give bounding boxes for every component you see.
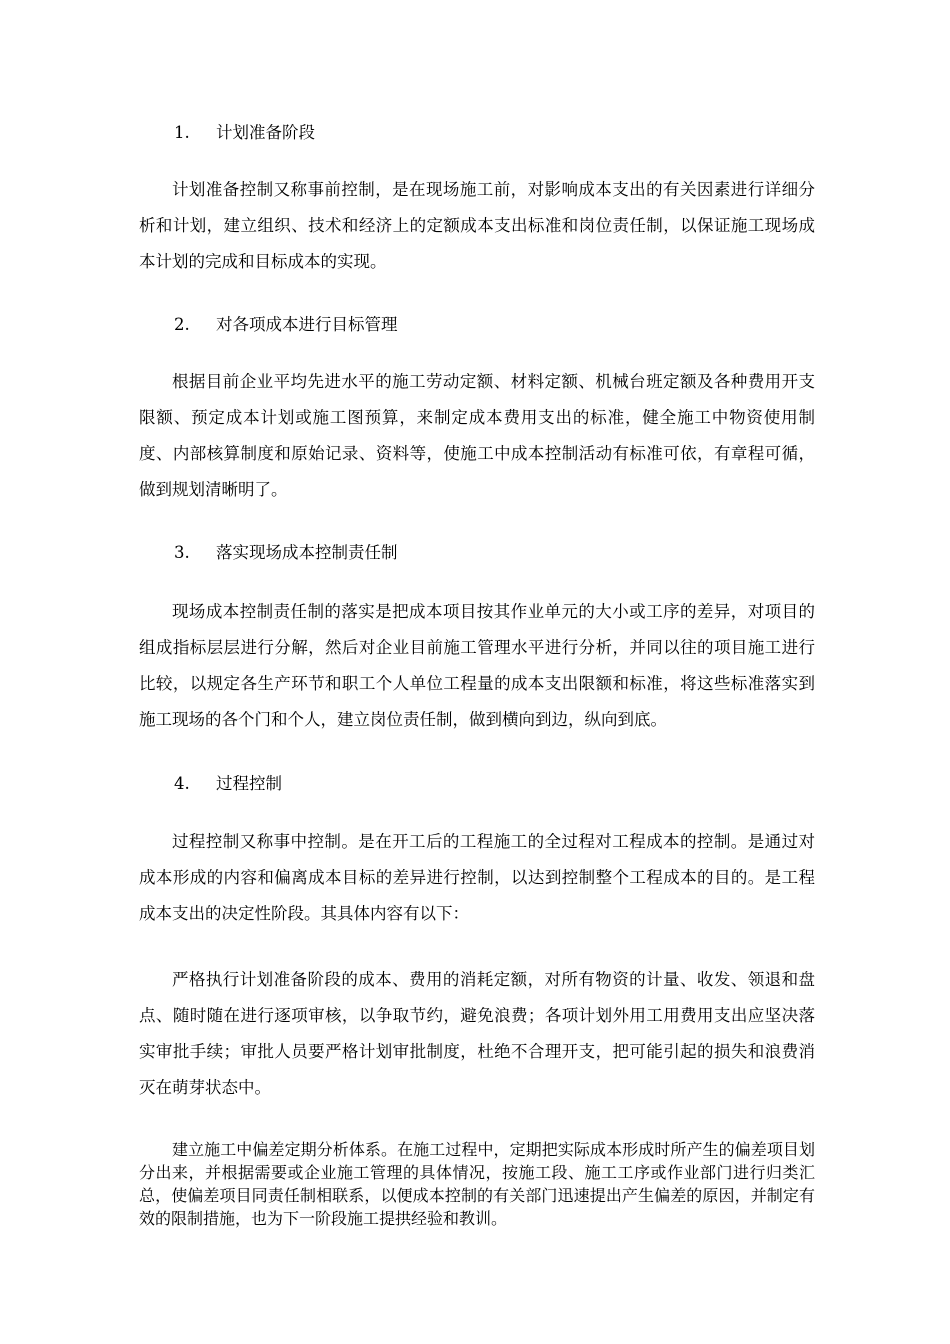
paragraph: 严格执行计划准备阶段的成本、费用的消耗定额，对所有物资的计量、收发、领退和盘点、随时随在进行逐项审核，以争取节约，避免浪费；各项计划外用工用费用支出应坚决落实审批手续；审批人员要严格计划审批制度，杜绝不合理开支，把可能引起的损失和浪费消灭在萌芽状态中。 <box>139 970 815 1097</box>
section-heading-1 <box>139 121 815 145</box>
paragraph: 建立施工中偏差定期分析体系。在施工过程中，定期把实际成本形成时所产生的偏差项目划分出来，并根据需要或企业施工管理的具体情况，按施工段、施工工序或作业部门进行归类汇总，使偏差项目同责任制相联系，以便成本控制的有关部门迅速提出产生偏差的原因，并制定有效的限制措施，也为下一阶段施工提拱经验和教训。 <box>139 1140 815 1228</box>
paragraph: 根据目前企业平均先进水平的施工劳动定额、材料定额、机械台班定额及各种费用开支限额、预定成本计划或施工图预算，来制定成本费用支出的标准，健全施工中物资使用制度、内部核算制度和原始记录、资料等，使施工中成本控制活动有标准可依，有章程可循，做到规划清晰明了。 <box>139 372 815 499</box>
section-title: 对各项成本进行目标管理 <box>216 315 398 334</box>
section-number: 3. <box>174 543 190 562</box>
section-heading-4 <box>139 772 815 796</box>
section-heading-2 <box>139 313 815 337</box>
section-number: 1. <box>174 123 190 142</box>
paragraph: 计划准备控制又称事前控制，是在现场施工前，对影响成本支出的有关因素进行详细分析和计划，建立组织、技术和经济上的定额成本支出标准和岗位责任制，以保证施工现场成本计划的完成和目标成本的实现。 <box>139 180 815 271</box>
section-title: 过程控制 <box>216 774 282 793</box>
section-heading-3 <box>139 541 815 565</box>
paragraph: 过程控制又称事中控制。是在开工后的工程施工的全过程对工程成本的控制。是通过对成本形成的内容和偏离成本目标的差异进行控制，以达到控制整个工程成本的目的。是工程成本支出的决定性阶段。其具体内容有以下： <box>139 832 815 923</box>
section-title: 落实现场成本控制责任制 <box>216 543 398 562</box>
paragraph: 现场成本控制责任制的落实是把成本项目按其作业单元的大小或工序的差异，对项目的组成指标层层进行分解，然后对企业目前施工管理水平进行分析，并同以往的项目施工进行比较，以规定各生产环节和职工个人单位工程量的成本支出限额和标准，将这些标准落实到施工现场的各个门和个人，建立岗位责任制，做到横向到边，纵向到底。 <box>139 602 815 729</box>
section-number: 4. <box>174 774 190 793</box>
section-number: 2. <box>174 315 190 334</box>
section-title: 计划准备阶段 <box>216 123 315 142</box>
